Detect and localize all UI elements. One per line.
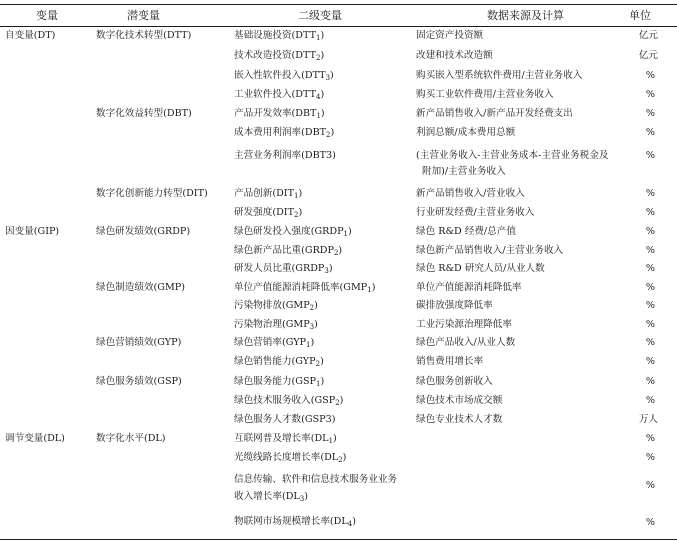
secondary-name: 绿色研发投入强度$(GRDP_1)$ [234, 226, 352, 238]
unit-text: 亿元 [638, 50, 658, 61]
header-source: 数据来源及计算 [487, 9, 564, 22]
secondary-name: 污染物治理$(GMP_3)$ [234, 319, 318, 331]
secondary-name: 单位产值能源消耗降低率$(GMP_1)$ [234, 282, 376, 294]
unit-text: % [645, 70, 655, 81]
source-text: 新产品销售收入/新产品开发经费支出 [416, 108, 573, 119]
source-text: 固定资产投资额 [416, 30, 484, 41]
source-text: 新产品销售收入/营业收入 [416, 188, 525, 199]
group-label: 调节变量(DL) [5, 433, 65, 444]
source-text: 单位产值能源消耗降低率 [416, 282, 522, 293]
unit-text: % [645, 263, 655, 274]
unit-text: 万人 [638, 414, 658, 425]
secondary-name: 主营业务利润率(DBT3) [234, 150, 336, 161]
unit-text: % [645, 188, 655, 199]
unit-text: % [645, 207, 655, 218]
latent-label: 数字化水平(DL) [96, 433, 166, 444]
secondary-name: 产品创新$(DIT_1)$ [234, 188, 303, 200]
latent-label: 绿色服务绩效(GSP) [96, 376, 182, 387]
source-text: 绿色技术市场成交额 [416, 395, 503, 406]
source-text: 绿色专业技术人才数 [416, 414, 503, 425]
secondary-name: 物联网市场规模增长率$(DL_4)$ [234, 516, 356, 528]
header-secondary: 二级变量 [298, 9, 342, 22]
header-unit: 单位 [629, 9, 651, 22]
header-variable: 变量 [36, 9, 58, 22]
unit-text: % [645, 282, 655, 293]
source-text: 销售费用增长率 [416, 356, 484, 367]
secondary-name: 产品开发效率$(DBT_1)$ [234, 108, 325, 120]
source-text: 绿色 R&D 经费/总产值 [416, 226, 516, 237]
top-rule [0, 4, 677, 5]
secondary-name: 研发人员比重$(GRDP_3)$ [234, 263, 333, 275]
source-text: 绿色新产品销售收入/主营业务收入 [416, 245, 564, 256]
source-text: 利润总额/成本费用总额 [416, 127, 516, 138]
group-label: 自变量(DT) [5, 30, 56, 41]
latent-label: 绿色制造绩效(GMP) [96, 282, 185, 293]
source-text: 工业污染源治理降低率 [416, 319, 512, 330]
source-text: 行业研发经费/主营业务收入 [416, 207, 535, 218]
latent-label: 绿色营销绩效(GYP) [96, 337, 182, 348]
secondary-name: 绿色营销率$(GYP_1)$ [234, 337, 315, 349]
secondary-name: 嵌入性软件投入$(DTT_3)$ [234, 70, 334, 82]
latent-label: 数字化效益转型(DBT) [96, 108, 192, 119]
latent-label: 数字化技术转型(DTT) [96, 30, 192, 41]
secondary-name: 绿色新产品比重$(GRDP_2)$ [234, 245, 343, 257]
secondary-name: 工业软件投入$(DTT_4)$ [234, 89, 325, 101]
secondary-name: 互联网普及增长率$(DL_1)$ [234, 433, 337, 445]
source-text: 购买嵌入型系统软件费用/主营业务收入 [416, 70, 583, 81]
secondary-name: 绿色技术服务收入$(GSP_2)$ [234, 395, 344, 407]
source-text: 碳排放强度降低率 [416, 300, 493, 311]
secondary-name: 绿色服务能力$(GSP_1)$ [234, 376, 325, 388]
unit-text: % [645, 337, 655, 348]
unit-text: % [645, 300, 655, 311]
latent-label: 数字化创新能力转型(DIT) [96, 188, 208, 199]
source-text: (主营业务收入-主营业务成本-主营业务税金及 [416, 150, 609, 161]
secondary-name: 成本费用利润率$(DBT_2)$ [234, 127, 335, 139]
unit-text: % [645, 356, 655, 367]
source-text: 绿色服务创新收入 [416, 376, 493, 387]
unit-text: % [645, 108, 655, 119]
unit-text: % [645, 395, 655, 406]
unit-text: % [645, 433, 655, 444]
unit-text: 亿元 [638, 30, 658, 41]
secondary-name: 污染物排放$(GMP_2)$ [234, 300, 318, 312]
unit-text: % [645, 376, 655, 387]
secondary-name: 基础设施投资$(DTT_1)$ [234, 30, 325, 42]
unit-text: % [645, 452, 655, 463]
latent-label: 绿色研发绩效(GRDP) [96, 226, 191, 237]
secondary-name: 信息传输、软件和信息技术服务业业务 [234, 474, 398, 485]
secondary-name: 绿色服务人才数(GSP3) [234, 414, 336, 425]
secondary-name: 光缆线路长度增长率$(DL_2)$ [234, 452, 347, 464]
unit-text: % [645, 245, 655, 256]
bottom-rule [0, 539, 677, 540]
source-text: 绿色 R&D 研究人员/从业人数 [416, 263, 545, 274]
source-text: 改建和技术改造额 [416, 50, 493, 61]
header-rule [0, 26, 677, 27]
unit-text: % [645, 517, 655, 528]
group-label: 因变量(GIP) [5, 226, 60, 237]
header-latent: 潜变量 [127, 9, 160, 22]
secondary-name: 技术改造投资$(DTT_2)$ [234, 50, 325, 62]
unit-text: % [645, 89, 655, 100]
secondary-name: 绿色销售能力$(GYP_2)$ [234, 356, 324, 368]
unit-text: % [645, 150, 655, 161]
unit-text: % [645, 127, 655, 138]
source-text: 绿色产品收入/从业人数 [416, 337, 516, 348]
unit-text: % [645, 226, 655, 237]
source-text-continued: 附加)/主营业务收入 [422, 166, 506, 177]
secondary-name-continued: 收入增长率$(DL_3)$ [234, 491, 308, 503]
unit-text: % [645, 319, 655, 330]
unit-text: % [645, 480, 655, 491]
source-text: 购买工业软件费用/主营业务收入 [416, 89, 554, 100]
secondary-name: 研发强度$(DIT_2)$ [234, 207, 303, 219]
